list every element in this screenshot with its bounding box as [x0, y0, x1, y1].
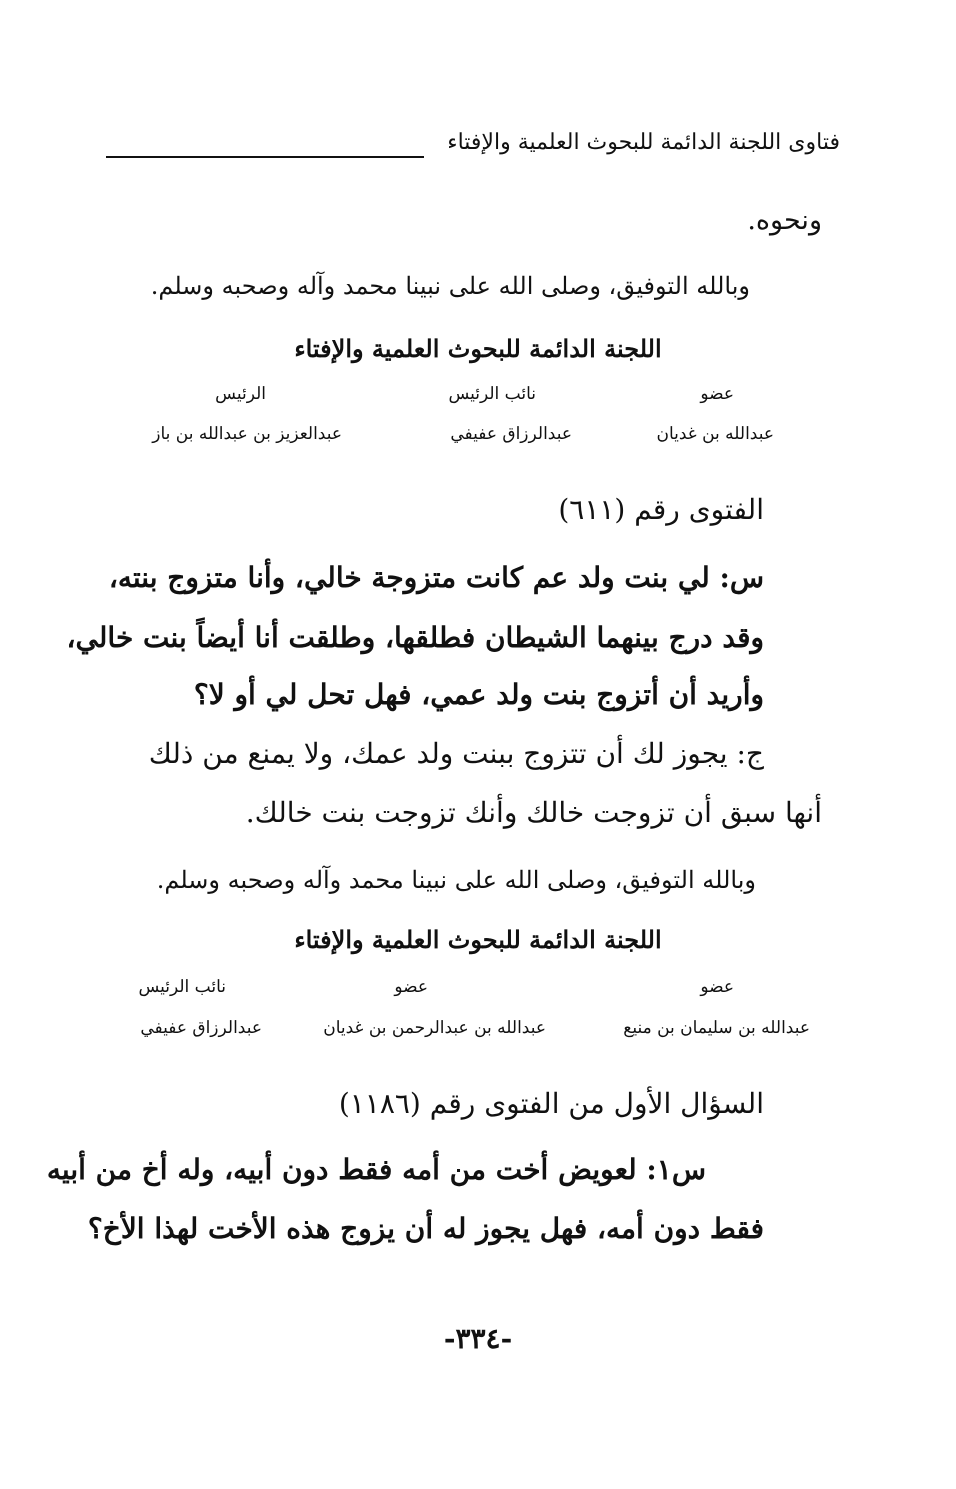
question-line: وأريد أن أتزوج بنت ولد عمي، فهل تحل لي أو لا؟ — [193, 678, 764, 711]
signatory-role: نائب الرئيس — [138, 977, 226, 997]
header-rule — [106, 156, 424, 158]
signatory-role: الرئيس — [215, 384, 266, 404]
fatwa-heading: الفتوى رقم (٦١١) — [558, 493, 764, 526]
answer-line: أنها سبق أن تزوجت خالك وأنك تزوجت بنت خالك. — [245, 796, 822, 829]
previous-answer-ending: ونحوه. — [747, 205, 822, 236]
blessing-text: وبالله التوفيق، وصلى الله على نبينا محمد وآله وصحبه وسلم. — [150, 272, 750, 300]
signatory-role: عضو — [700, 977, 734, 997]
signatory-role: عضو — [700, 384, 734, 404]
blessing-text: وبالله التوفيق، وصلى الله على نبينا محمد وآله وصحبه وسلم. — [156, 866, 756, 894]
question-line: س١: لعويض أخت من أمه فقط دون أبيه، وله أخ من أبيه — [46, 1153, 706, 1186]
question-line: وقد درج بينهما الشيطان فطلقها، وطلقت أنا أيضاً بنت خالي، — [66, 621, 764, 654]
page-number: -٣٣٤- — [443, 1322, 513, 1355]
question-line: س: لي بنت ولد عم كانت متزوجة خالي، وأنا متزوج بنته، — [108, 561, 764, 594]
signatory-name: عبدالله بن عبدالرحمن بن غديان — [323, 1018, 546, 1038]
question-line: فقط دون أمه، فهل يجوز له أن يزوج هذه الأخت لهذا الأخ؟ — [87, 1212, 764, 1245]
signatory-name: عبدالعزيز بن عبدالله بن باز — [152, 424, 342, 444]
committee-title: اللجنة الدائمة للبحوث العلمية والإفتاء — [294, 334, 662, 363]
committee-title: اللجنة الدائمة للبحوث العلمية والإفتاء — [294, 925, 662, 954]
signatory-name: عبدالرزاق عفيفي — [450, 424, 572, 444]
signatory-name: عبدالله بن غديان — [656, 424, 774, 444]
signatory-role: عضو — [394, 977, 428, 997]
signatory-name: عبدالرزاق عفيفي — [140, 1018, 262, 1038]
running-header-title: فتاوى اللجنة الدائمة للبحوث العلمية والإفتاء — [447, 130, 840, 155]
answer-line: ج: يجوز لك أن تتزوج ببنت ولد عمك، ولا يمنع من ذلك — [148, 737, 764, 770]
signatory-role: نائب الرئيس — [448, 384, 536, 404]
signatory-name: عبدالله بن سليمان بن منيع — [623, 1018, 810, 1038]
fatwa-heading: السؤال الأول من الفتوى رقم (١١٨٦) — [338, 1087, 764, 1120]
